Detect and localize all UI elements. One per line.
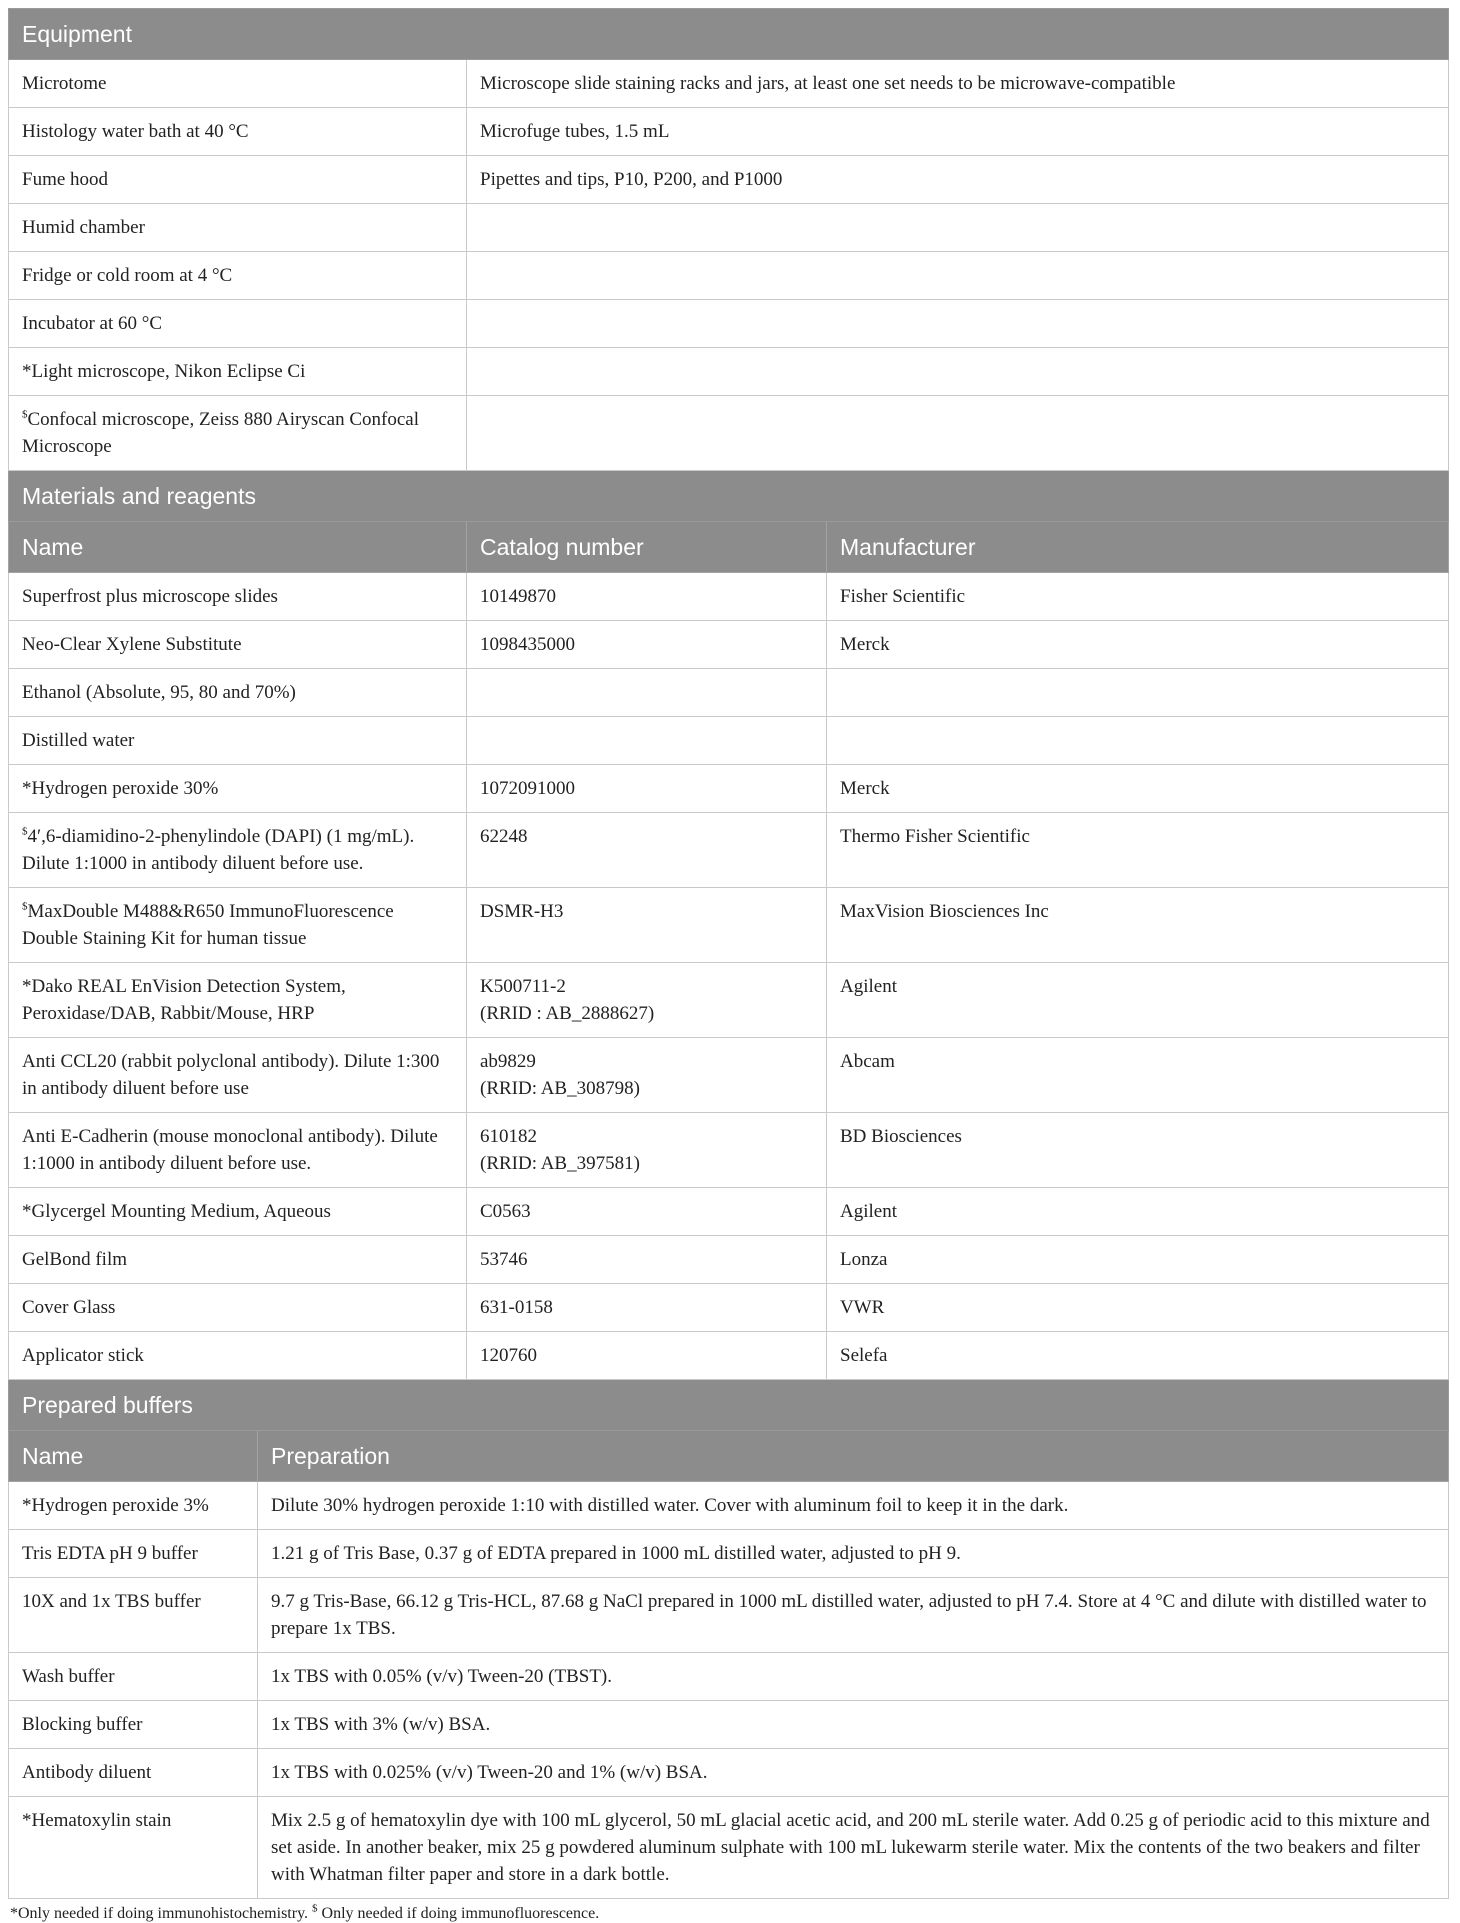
- manufacturer: [827, 963, 1449, 1038]
- material-name: [9, 765, 467, 813]
- table-row: [9, 813, 1449, 888]
- footnote-symbol: $: [312, 1902, 318, 1915]
- equipment-item: [9, 348, 467, 396]
- buffer-name-text: 10X and 1x TBS buffer: [22, 1591, 201, 1612]
- material-name-text: MaxDouble M488&R650 ImmunoFluorescence Double Staining Kit for human tissue: [22, 901, 394, 949]
- material-name-text: Cover Glass: [22, 1297, 116, 1318]
- table-row: [9, 60, 1449, 108]
- column-header-row: [9, 522, 1449, 573]
- material-name-text: GelBond film: [22, 1249, 128, 1270]
- table-row: [9, 1482, 1449, 1530]
- buffer-preparation: [258, 1653, 1449, 1701]
- equipment-item: [467, 108, 1449, 156]
- table-row: [9, 1701, 1449, 1749]
- manufacturer: [827, 621, 1449, 669]
- manufacturer-text: Selefa: [840, 1345, 888, 1366]
- catalog-number: [467, 1113, 827, 1188]
- equipment-item: [467, 252, 1449, 300]
- table-row: [9, 669, 1449, 717]
- table-row: [9, 204, 1449, 252]
- document-page: [8, 0, 1448, 1923]
- buffer-name-text: *Hydrogen peroxide 3%: [22, 1495, 209, 1516]
- buffer-preparation: [258, 1701, 1449, 1749]
- manufacturer-text: Agilent: [840, 1201, 897, 1222]
- table-row: [9, 621, 1449, 669]
- table-row: [9, 300, 1449, 348]
- material-name-text: *Glycergel Mounting Medium, Aqueous: [22, 1201, 331, 1222]
- buffer-preparation-text: 1x TBS with 0.025% (v/v) Tween-20 and 1% (w/v) BSA.: [271, 1762, 708, 1783]
- buffer-preparation-text: Mix 2.5 g of hematoxylin dye with 100 mL glycerol, 50 mL glacial acetic acid, and 200 mL sterile water. Add 0.25 g of periodic acid to this mixture and set aside. In another beaker, mix 25 g powdered aluminum sulphate with 100 mL lukewarm sterile water. Mix the contents of the two beakers and filter with Whatman filter paper and store in a dark bottle.: [271, 1810, 1430, 1885]
- footnote-symbol: $: [22, 408, 28, 421]
- catalog-number: [467, 1188, 827, 1236]
- column-header-catalog-text: Catalog number: [480, 534, 644, 560]
- section-title: [9, 1380, 1449, 1431]
- table-row: [9, 396, 1449, 471]
- manufacturer: [827, 1113, 1449, 1188]
- catalog-number: [467, 888, 827, 963]
- buffer-preparation-text: Dilute 30% hydrogen peroxide 1:10 with distilled water. Cover with aluminum foil to keep it in the dark.: [271, 1495, 1069, 1516]
- manufacturer-text: MaxVision Biosciences Inc: [840, 901, 1049, 922]
- material-name: [9, 963, 467, 1038]
- equipment-item: [467, 204, 1449, 252]
- reagents-table: [8, 8, 1449, 1899]
- section-title-text: Prepared buffers: [22, 1392, 193, 1418]
- table-row: [9, 1578, 1449, 1653]
- catalog-number: [467, 1038, 827, 1113]
- buffer-preparation-text: 9.7 g Tris-Base, 66.12 g Tris-HCL, 87.68 g NaCl prepared in 1000 mL distilled water, adjusted to pH 7.4. Store at 4 °C and dilute with distilled water to prepare 1x TBS.: [271, 1591, 1427, 1639]
- table-row: [9, 765, 1449, 813]
- column-header-row: [9, 1431, 1449, 1482]
- buffer-name: [9, 1578, 258, 1653]
- section-header-buffers: [9, 1380, 1449, 1431]
- table-row: [9, 1113, 1449, 1188]
- column-header-manufacturer-text: Manufacturer: [840, 534, 976, 560]
- material-name: [9, 1332, 467, 1380]
- equipment-item: [9, 204, 467, 252]
- table-row: [9, 573, 1449, 621]
- catalog-number-text: 610182 (RRID: AB_397581): [480, 1126, 640, 1174]
- material-name: [9, 717, 467, 765]
- material-name-text: Ethanol (Absolute, 95, 80 and 70%): [22, 682, 296, 703]
- table-footnote: [8, 1902, 1448, 1923]
- catalog-number-text: 1072091000: [480, 778, 575, 799]
- material-name: [9, 1188, 467, 1236]
- manufacturer: [827, 669, 1449, 717]
- material-name-text: Superfrost plus microscope slides: [22, 586, 278, 607]
- table-row: [9, 252, 1449, 300]
- buffer-preparation-text: 1.21 g of Tris Base, 0.37 g of EDTA prepared in 1000 mL distilled water, adjusted to pH 9.: [271, 1543, 961, 1564]
- catalog-number: [467, 963, 827, 1038]
- equipment-item-text: Histology water bath at 40 °C: [22, 121, 249, 142]
- table-row: [9, 1530, 1449, 1578]
- material-name-text: Anti CCL20 (rabbit polyclonal antibody). Dilute 1:300 in antibody diluent before use: [22, 1051, 440, 1099]
- equipment-item: [467, 60, 1449, 108]
- buffer-preparation: [258, 1482, 1449, 1530]
- column-header-preparation: [258, 1431, 1449, 1482]
- manufacturer: [827, 1332, 1449, 1380]
- buffer-preparation: [258, 1530, 1449, 1578]
- buffer-name-text: Tris EDTA pH 9 buffer: [22, 1543, 198, 1564]
- buffer-name-text: *Hematoxylin stain: [22, 1810, 172, 1831]
- table-row: [9, 1236, 1449, 1284]
- catalog-number: [467, 1236, 827, 1284]
- equipment-item: [467, 396, 1449, 471]
- equipment-item-text: Fume hood: [22, 169, 109, 190]
- buffer-preparation-text: 1x TBS with 3% (w/v) BSA.: [271, 1714, 491, 1735]
- column-header-manufacturer: [827, 522, 1449, 573]
- section-title: [9, 9, 1449, 60]
- catalog-number: [467, 1332, 827, 1380]
- material-name: [9, 1113, 467, 1188]
- material-name: [9, 1236, 467, 1284]
- material-name: [9, 1038, 467, 1113]
- table-row: [9, 1332, 1449, 1380]
- catalog-number: [467, 717, 827, 765]
- buffer-name: [9, 1797, 258, 1899]
- footnote-symbol: $: [22, 900, 28, 913]
- manufacturer: [827, 765, 1449, 813]
- material-name-text: Neo-Clear Xylene Substitute: [22, 634, 242, 655]
- manufacturer: [827, 573, 1449, 621]
- table-row: [9, 1797, 1449, 1899]
- equipment-item: [467, 348, 1449, 396]
- catalog-number-text: DSMR-H3: [480, 901, 564, 922]
- material-name-text: Applicator stick: [22, 1345, 144, 1366]
- manufacturer: [827, 1236, 1449, 1284]
- equipment-item-text: Fridge or cold room at 4 °C: [22, 265, 233, 286]
- manufacturer-text: Fisher Scientific: [840, 586, 966, 607]
- buffer-name: [9, 1482, 258, 1530]
- column-header-name-text: Name: [22, 534, 84, 560]
- table-row: [9, 1284, 1449, 1332]
- buffer-preparation: [258, 1797, 1449, 1899]
- equipment-item: [9, 396, 467, 471]
- material-name-text: 4′,6-diamidino-2-phenylindole (DAPI) (1 mg/mL). Dilute 1:1000 in antibody diluent before use.: [22, 826, 415, 874]
- table-row: [9, 108, 1449, 156]
- material-name: [9, 813, 467, 888]
- manufacturer-text: Merck: [840, 634, 890, 655]
- footnote-symbol: $: [22, 825, 28, 838]
- catalog-number: [467, 765, 827, 813]
- equipment-item-text: Confocal microscope, Zeiss 880 Airyscan Confocal Microscope: [22, 409, 420, 457]
- equipment-item: [9, 300, 467, 348]
- catalog-number-text: 120760: [480, 1345, 537, 1366]
- table-row: [9, 1038, 1449, 1113]
- buffer-preparation-text: 1x TBS with 0.05% (v/v) Tween-20 (TBST).: [271, 1666, 612, 1687]
- column-header-name: [9, 1431, 258, 1482]
- equipment-item: [9, 60, 467, 108]
- material-name: [9, 669, 467, 717]
- equipment-item-text: Microtome: [22, 73, 107, 94]
- table-row: [9, 888, 1449, 963]
- buffer-preparation: [258, 1749, 1449, 1797]
- section-header-materials: [9, 471, 1449, 522]
- manufacturer: [827, 888, 1449, 963]
- table-row: [9, 1653, 1449, 1701]
- material-name: [9, 573, 467, 621]
- catalog-number-text: 53746: [480, 1249, 528, 1270]
- catalog-number-text: 62248: [480, 826, 528, 847]
- material-name-text: Distilled water: [22, 730, 135, 751]
- column-header-preparation-text: Preparation: [271, 1443, 390, 1469]
- equipment-item-text: Incubator at 60 °C: [22, 313, 163, 334]
- section-title: [9, 471, 1449, 522]
- catalog-number: [467, 573, 827, 621]
- catalog-number: [467, 621, 827, 669]
- catalog-number-text: ab9829 (RRID: AB_308798): [480, 1051, 640, 1099]
- buffer-preparation: [258, 1578, 1449, 1653]
- material-name: [9, 888, 467, 963]
- equipment-item-text: Microscope slide staining racks and jars, at least one set needs to be microwave-compatible: [480, 73, 1176, 94]
- buffer-name-text: Wash buffer: [22, 1666, 115, 1687]
- buffer-name: [9, 1530, 258, 1578]
- manufacturer-text: VWR: [840, 1297, 885, 1318]
- catalog-number-text: 10149870: [480, 586, 556, 607]
- manufacturer-text: BD Biosciences: [840, 1126, 962, 1147]
- catalog-number: [467, 1284, 827, 1332]
- manufacturer-text: Agilent: [840, 976, 897, 997]
- catalog-number-text: C0563: [480, 1201, 531, 1222]
- equipment-item-text: *Light microscope, Nikon Eclipse Ci: [22, 361, 306, 382]
- buffer-name: [9, 1749, 258, 1797]
- table-row: [9, 717, 1449, 765]
- manufacturer: [827, 1038, 1449, 1113]
- material-name-text: Anti E-Cadherin (mouse monoclonal antibody). Dilute 1:1000 in antibody diluent before use.: [22, 1126, 438, 1174]
- catalog-number: [467, 813, 827, 888]
- section-title-text: Materials and reagents: [22, 483, 256, 509]
- buffer-name-text: Blocking buffer: [22, 1714, 143, 1735]
- material-name: [9, 1284, 467, 1332]
- material-name-text: *Dako REAL EnVision Detection System, Peroxidase/DAB, Rabbit/Mouse, HRP: [22, 976, 346, 1024]
- manufacturer: [827, 1284, 1449, 1332]
- equipment-item: [9, 108, 467, 156]
- section-title-text: Equipment: [22, 21, 132, 47]
- footnote-if-text: Only needed if doing immunofluorescence.: [317, 1905, 600, 1922]
- manufacturer-text: Abcam: [840, 1051, 895, 1072]
- material-name: [9, 621, 467, 669]
- manufacturer-text: Thermo Fisher Scientific: [840, 826, 1030, 847]
- catalog-number-text: 631-0158: [480, 1297, 553, 1318]
- catalog-number: [467, 669, 827, 717]
- equipment-item: [9, 156, 467, 204]
- table-row: [9, 1188, 1449, 1236]
- table-row: [9, 1749, 1449, 1797]
- equipment-item-text: Humid chamber: [22, 217, 145, 238]
- manufacturer: [827, 813, 1449, 888]
- column-header-name: [9, 522, 467, 573]
- table-row: [9, 348, 1449, 396]
- equipment-item-text: Pipettes and tips, P10, P200, and P1000: [480, 169, 783, 190]
- column-header-catalog: [467, 522, 827, 573]
- manufacturer: [827, 1188, 1449, 1236]
- manufacturer-text: Merck: [840, 778, 890, 799]
- manufacturer-text: Lonza: [840, 1249, 888, 1270]
- equipment-item: [9, 252, 467, 300]
- buffer-name: [9, 1653, 258, 1701]
- buffer-name-text: Antibody diluent: [22, 1762, 152, 1783]
- manufacturer: [827, 717, 1449, 765]
- equipment-item-text: Microfuge tubes, 1.5 mL: [480, 121, 670, 142]
- catalog-number-text: K500711-2 (RRID : AB_2888627): [480, 976, 655, 1024]
- column-header-name-text: Name: [22, 1443, 84, 1469]
- equipment-item: [467, 300, 1449, 348]
- table-row: [9, 963, 1449, 1038]
- buffer-name: [9, 1701, 258, 1749]
- catalog-number-text: 1098435000: [480, 634, 575, 655]
- table-row: [9, 156, 1449, 204]
- section-header-equipment: [9, 9, 1449, 60]
- equipment-item: [467, 156, 1449, 204]
- material-name-text: *Hydrogen peroxide 30%: [22, 778, 219, 799]
- footnote-ihc-text: *Only needed if doing immunohistochemistry.: [10, 1905, 313, 1922]
- reagents-table-body: [9, 9, 1449, 1899]
